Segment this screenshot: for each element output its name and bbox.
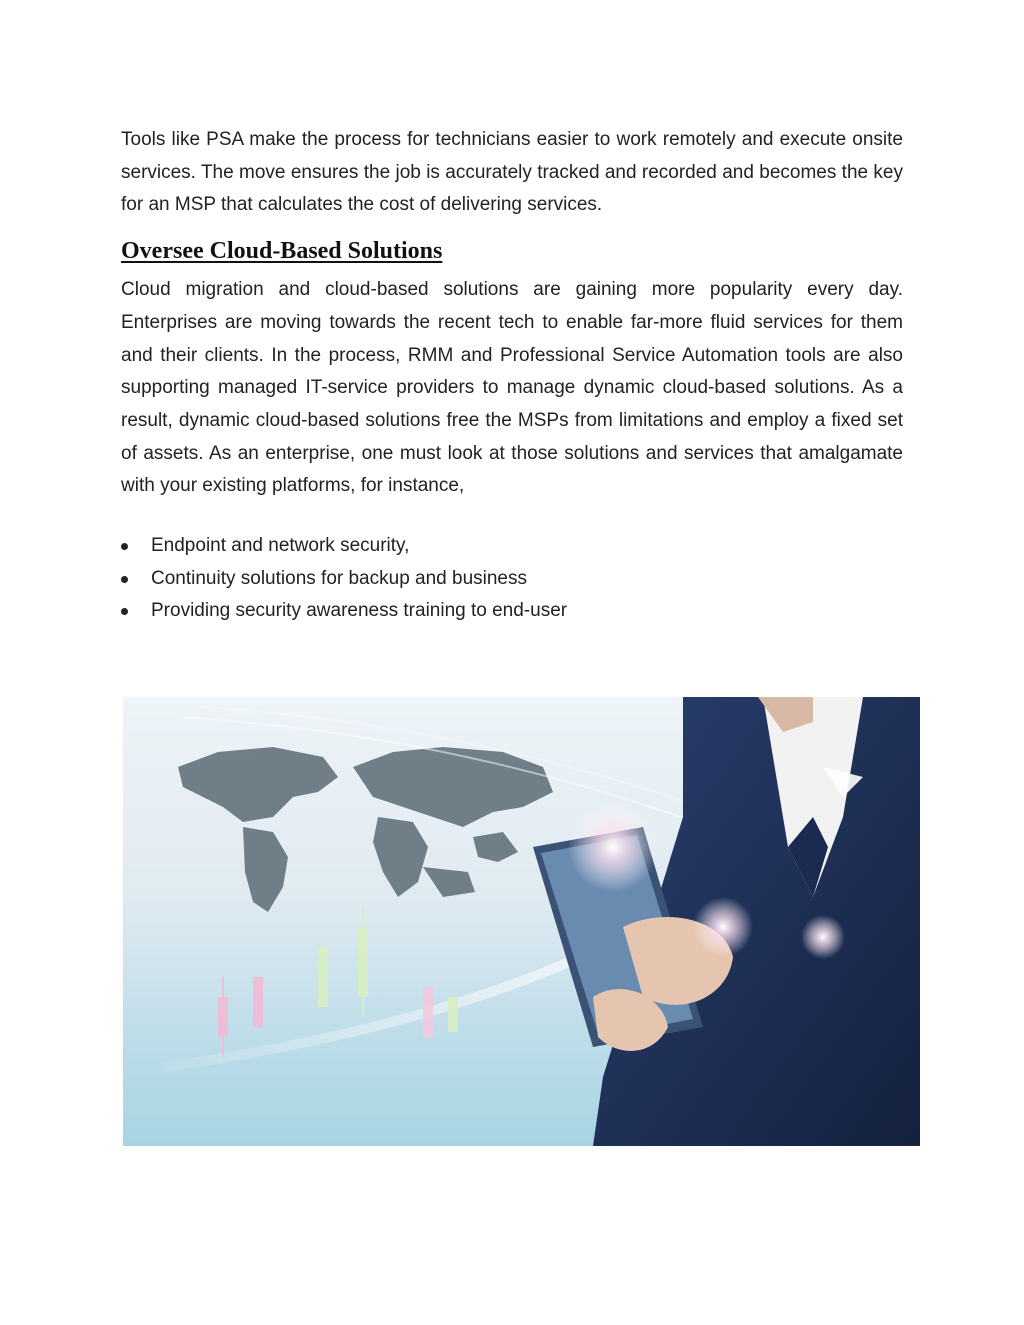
section-paragraph: Cloud migration and cloud-based solutions are gaining more popularity every day. Enterprises are moving towards the recent tech to enable far-more fluid services for them and their clients. In the process, RMM and Professional Service Automation tools are also supporting managed IT-service providers to manage dynamic cloud-based solutions. As a result, dynamic cloud-based solutions free the MSPs from limitations and employ a fixed set of assets. As an enterprise, one must look at those solutions and services that amalgamate with your existing platforms, for instance,: [121, 279, 903, 497]
list-item: [121, 595, 903, 628]
light-flare: [568, 802, 658, 892]
list-item-text: Endpoint and network security,: [151, 535, 410, 557]
bullet-icon: [121, 576, 128, 583]
list-item: [121, 563, 903, 596]
world-map-icon: [178, 747, 553, 912]
list-item: [121, 530, 903, 563]
bullet-icon: [121, 608, 128, 615]
list-item-text: Continuity solutions for backup and business: [151, 567, 528, 589]
intro-paragraph: Tools like PSA make the process for technicians easier to work remotely and execute onsite services. The move ensures the job is accurately tracked and recorded and becomes the key for an MSP that calculates the cost of delivering services.: [121, 129, 903, 216]
document-page: [121, 124, 903, 628]
list-item-text: Providing security awareness training to end-user: [151, 600, 568, 622]
business-cloud-photo: [123, 697, 920, 1146]
bullet-list: [121, 530, 903, 628]
section-heading: Oversee Cloud-Based Solutions: [121, 238, 443, 265]
bullet-icon: [121, 543, 128, 550]
photo-illustration: [123, 697, 920, 1146]
